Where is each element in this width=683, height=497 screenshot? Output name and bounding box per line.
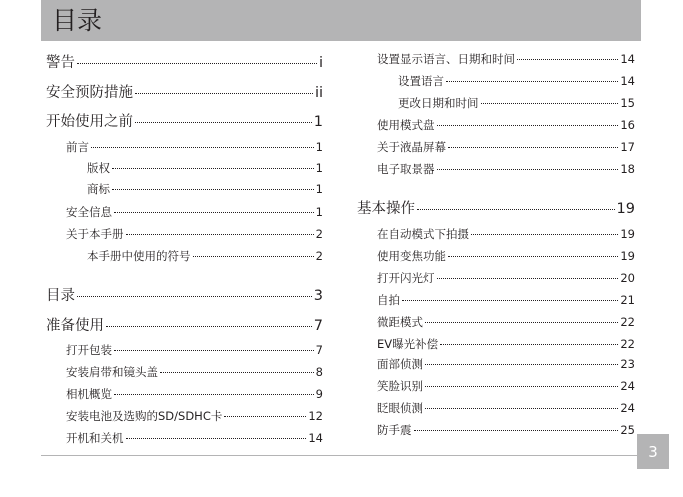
- toc-entry[interactable]: [357, 197, 635, 218]
- toc-entry[interactable]: [398, 73, 635, 89]
- toc-leader-dots: [425, 364, 618, 365]
- toc-entry-page: 23: [620, 357, 635, 371]
- toc-entry[interactable]: [377, 270, 635, 286]
- toc-entry[interactable]: [87, 160, 323, 176]
- toc-entry-page: 22: [620, 315, 635, 329]
- toc-leader-dots: [114, 394, 314, 395]
- toc-leader-dots: [126, 234, 314, 235]
- toc-entry-page: 12: [308, 409, 323, 423]
- toc-entry-page: 15: [620, 96, 635, 110]
- toc-entry-label: 安装肩带和镜头盖: [66, 365, 158, 379]
- toc-entry[interactable]: [377, 314, 635, 330]
- toc-entry[interactable]: [377, 336, 635, 352]
- toc-entry[interactable]: [46, 284, 323, 305]
- toc-entry[interactable]: [377, 356, 635, 372]
- toc-entry[interactable]: [377, 292, 635, 308]
- toc-entry[interactable]: [46, 314, 323, 335]
- toc-leader-dots: [193, 256, 314, 257]
- toc-entry[interactable]: [66, 139, 323, 155]
- toc-entry-label: 微距模式: [377, 315, 423, 329]
- toc-entry-page: 25: [620, 423, 635, 437]
- toc-entry-page: i: [318, 55, 323, 71]
- toc-entry-page: 24: [620, 401, 635, 415]
- toc-entry-label: EV曝光补偿: [377, 337, 439, 351]
- toc-entry[interactable]: [377, 139, 635, 155]
- toc-leader-dots: [135, 122, 312, 123]
- toc-leader-dots: [425, 322, 618, 323]
- toc-entry-page: 14: [620, 52, 635, 66]
- toc-entry-label: 使用变焦功能: [377, 249, 446, 263]
- toc-entry-label: 安装电池及选购的SD/SDHC卡: [66, 409, 223, 423]
- toc-leader-dots: [448, 147, 618, 148]
- toc-leader-dots: [112, 168, 314, 169]
- toc-entry-page: 8: [315, 365, 323, 379]
- toc-entry-label: 眨眼侦测: [377, 401, 423, 415]
- toc-leader-dots: [77, 296, 312, 297]
- toc-leader-dots: [440, 344, 618, 345]
- toc-entry[interactable]: [66, 408, 323, 424]
- toc-leader-dots: [135, 93, 313, 94]
- toc-entry-label: 目录: [46, 288, 75, 304]
- toc-entry-page: 1: [315, 161, 323, 175]
- toc-leader-dots: [160, 372, 314, 373]
- toc-leader-dots: [112, 189, 314, 190]
- toc-entry-label: 在自动模式下拍摄: [377, 227, 469, 241]
- toc-entry-label: 防手震: [377, 423, 412, 437]
- toc-leader-dots: [414, 430, 619, 431]
- toc-entry-label: 版权: [87, 161, 110, 175]
- toc-entry-label: 关于本手册: [66, 227, 124, 241]
- toc-entry-label: 基本操作: [357, 201, 415, 217]
- toc-leader-dots: [425, 408, 618, 409]
- toc-entry[interactable]: [46, 51, 323, 72]
- toc-entry-page: 24: [620, 379, 635, 393]
- toc-entry[interactable]: [66, 204, 323, 220]
- toc-entry-label: 笑脸识别: [377, 379, 423, 393]
- toc-entry-label: 关于液晶屏幕: [377, 140, 446, 154]
- toc-entry[interactable]: [377, 400, 635, 416]
- toc-entry-page: 1: [315, 182, 323, 196]
- toc-entry-label: 准备使用: [46, 318, 104, 334]
- toc-entry-page: 19: [620, 249, 635, 263]
- footer-rule: [41, 455, 637, 456]
- toc-entry-label: 前言: [66, 140, 89, 154]
- toc-leader-dots: [114, 212, 314, 213]
- page-title: 目录: [52, 6, 103, 35]
- toc-entry-label: 更改日期和时间: [398, 96, 479, 110]
- toc-entry[interactable]: [66, 386, 323, 402]
- toc-entry[interactable]: [46, 81, 323, 102]
- toc-entry[interactable]: [66, 226, 323, 242]
- toc-entry-page: ii: [314, 85, 323, 101]
- page-number-badge: 3: [637, 434, 669, 469]
- toc-entry[interactable]: [66, 342, 323, 358]
- toc-entry[interactable]: [377, 422, 635, 438]
- toc-leader-dots: [402, 300, 618, 301]
- toc-leader-dots: [448, 256, 618, 257]
- toc-entry-page: 17: [620, 140, 635, 154]
- toc-entry-label: 设置语言: [398, 74, 444, 88]
- toc-entry-label: 自拍: [377, 293, 400, 307]
- toc-entry-page: 3: [313, 288, 323, 304]
- toc-entry[interactable]: [377, 378, 635, 394]
- toc-entry[interactable]: [66, 364, 323, 380]
- toc-entry-page: 16: [620, 118, 635, 132]
- toc-leader-dots: [224, 416, 306, 417]
- toc-entry-label: 使用模式盘: [377, 118, 435, 132]
- toc-entry-label: 安全信息: [66, 205, 112, 219]
- toc-entry-label: 面部侦测: [377, 357, 423, 371]
- toc-entry[interactable]: [87, 248, 323, 264]
- toc-entry-page: 18: [620, 162, 635, 176]
- toc-entry-label: 开始使用之前: [46, 114, 133, 130]
- toc-entry[interactable]: [377, 226, 635, 242]
- toc-entry[interactable]: [377, 248, 635, 264]
- toc-entry[interactable]: [66, 430, 323, 446]
- toc-entry-label: 警告: [46, 55, 75, 71]
- toc-entry-label: 开机和关机: [66, 431, 124, 445]
- toc-leader-dots: [126, 438, 307, 439]
- toc-entry-label: 本手册中使用的符号: [87, 249, 191, 263]
- toc-entry[interactable]: [398, 95, 635, 111]
- toc-entry-label: 安全预防措施: [46, 85, 133, 101]
- toc-entry-page: 21: [620, 293, 635, 307]
- toc-entry-page: 1: [315, 140, 323, 154]
- toc-entry-page: 19: [620, 227, 635, 241]
- toc-leader-dots: [77, 63, 317, 64]
- toc-leader-dots: [517, 59, 618, 60]
- toc-entry[interactable]: [87, 181, 323, 197]
- toc-entry-page: 1: [313, 114, 323, 130]
- toc-leader-dots: [481, 103, 619, 104]
- toc-leader-dots: [114, 350, 314, 351]
- toc-entry-label: 打开包装: [66, 343, 112, 357]
- toc-entry[interactable]: [46, 110, 323, 131]
- toc-entry-page: 14: [620, 74, 635, 88]
- toc-entry-label: 打开闪光灯: [377, 271, 435, 285]
- toc-entry-page: 19: [616, 201, 635, 217]
- toc-entry-page: 9: [315, 387, 323, 401]
- toc-entry-page: 22: [620, 337, 635, 351]
- toc-leader-dots: [437, 278, 619, 279]
- toc-entry-page: 1: [315, 205, 323, 219]
- toc-entry-page: 2: [315, 227, 323, 241]
- toc-entry-page: 2: [315, 249, 323, 263]
- toc-entry[interactable]: [377, 51, 635, 67]
- toc-leader-dots: [471, 234, 618, 235]
- toc-leader-dots: [425, 386, 618, 387]
- toc-leader-dots: [106, 326, 312, 327]
- toc-entry-label: 电子取景器: [377, 162, 435, 176]
- toc-leader-dots: [417, 209, 615, 210]
- toc-leader-dots: [437, 169, 619, 170]
- toc-entry-label: 商标: [87, 182, 110, 196]
- toc-leader-dots: [91, 147, 314, 148]
- toc-entry[interactable]: [377, 161, 635, 177]
- toc-entry-page: 7: [315, 343, 323, 357]
- toc-entry-page: 14: [308, 431, 323, 445]
- toc-leader-dots: [446, 81, 618, 82]
- toc-leader-dots: [437, 125, 619, 126]
- toc-entry-label: 设置显示语言、日期和时间: [377, 52, 515, 66]
- toc-entry-page: 7: [313, 318, 323, 334]
- toc-entry-label: 相机概览: [66, 387, 112, 401]
- toc-entry[interactable]: [377, 117, 635, 133]
- title-band: [41, 0, 641, 41]
- toc-entry-page: 20: [620, 271, 635, 285]
